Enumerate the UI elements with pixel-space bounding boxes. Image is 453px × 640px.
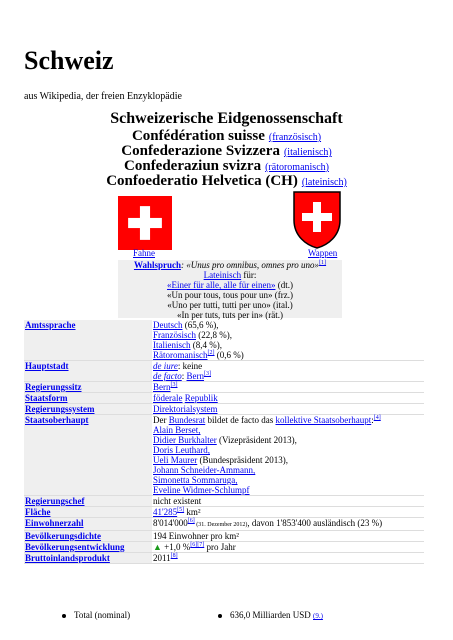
- motto-latin: : «Unus pro omnibus, omnes pro uno»: [180, 260, 320, 270]
- val-staatsform: [152, 393, 424, 404]
- val-text: (Bundespräsident 2013),: [197, 455, 288, 465]
- motto-line-fr: «Un pour tous, tous pour un» (frz.): [167, 290, 293, 300]
- motto-de-suffix: (dt.): [275, 280, 293, 290]
- bundesrat-link[interactable]: Bundesrat: [168, 415, 206, 425]
- kollektives-staatsoberhaupt-link[interactable]: kollektive Staatsoberhaupt: [275, 415, 372, 425]
- val-text: 2011: [153, 553, 171, 563]
- flag-caption[interactable]: Fahne: [133, 248, 155, 258]
- ref-link[interactable]: [3]: [204, 371, 212, 377]
- member-link[interactable]: Alain Berset,: [153, 425, 201, 435]
- bullet-gdp-value: [218, 610, 323, 620]
- key-hauptstadt[interactable]: Hauptstadt: [24, 361, 152, 382]
- name-it: Confederazione Svizzera: [121, 143, 280, 159]
- bullet-label: Total (nominal): [74, 610, 131, 620]
- member-link[interactable]: Ueli Maurer: [153, 455, 198, 465]
- republik-link[interactable]: Republik: [184, 393, 218, 403]
- key-regierungssystem[interactable]: Regierungssystem: [24, 404, 152, 415]
- row-staatsform: [24, 393, 424, 404]
- member-link[interactable]: Johann Schneider-Ammann,: [153, 465, 256, 475]
- val-regierungssystem: [152, 404, 424, 415]
- bern-link[interactable]: Bern: [153, 382, 171, 392]
- val-text: : keine: [177, 361, 203, 371]
- name-fr: Confédération suisse: [131, 128, 265, 144]
- row-regierungssystem: [24, 404, 424, 415]
- val-text: +1,0 %: [161, 542, 191, 552]
- val-text: 8'014'000: [153, 518, 188, 528]
- date-text: (31. Dezember 2012): [194, 522, 248, 528]
- row-hauptstadt: [24, 361, 424, 382]
- val-amtssprache: [152, 320, 424, 361]
- bullet-value: 636,0 Milliarden USD: [230, 610, 311, 620]
- member-link[interactable]: Doris Leuthard,: [153, 445, 210, 455]
- bullet-icon: [62, 614, 66, 618]
- val-regierungssitz: [152, 382, 424, 393]
- val-text: (Vizepräsident 2013),: [216, 435, 297, 445]
- val-einwohnerzahl: [152, 518, 424, 531]
- official-name-de: Schweizerische Eidgenossenschaft: [110, 110, 343, 127]
- row-amtssprache: [24, 320, 424, 361]
- val-text: (22,8 %),: [196, 330, 232, 340]
- member-link[interactable]: Eveline Widmer-Schlumpf: [153, 485, 250, 495]
- lang-link-la[interactable]: (lateinisch): [301, 177, 347, 188]
- motto-line-de: [118, 280, 342, 290]
- val-text: :: [181, 371, 187, 381]
- val-text: km²: [184, 507, 201, 517]
- member-link[interactable]: Simonetta Sommaruga,: [153, 475, 238, 485]
- motto-line-latin: [118, 260, 342, 270]
- key-regierungschef[interactable]: Regierungschef: [24, 496, 152, 507]
- motto-label-link[interactable]: Wahlspruch: [133, 260, 181, 270]
- motto-fuer: für:: [241, 270, 257, 280]
- val-regierungschef: nicht existent: [152, 496, 424, 507]
- bern-link[interactable]: Bern: [186, 371, 205, 381]
- val-hauptstadt: [152, 361, 424, 382]
- motto-de-link[interactable]: «Einer für alle, alle für einen»: [167, 280, 276, 290]
- val-bip: [152, 553, 424, 564]
- name-rm: Confederaziun svizra: [124, 158, 262, 174]
- ref-link[interactable]: (9.): [313, 612, 323, 620]
- val-bevoelkerungsentwicklung: [152, 542, 424, 553]
- direktorialsystem-link[interactable]: Direktorialsystem: [153, 404, 218, 414]
- val-text: (8,4 %),: [190, 340, 222, 350]
- lang-franzoesisch-link[interactable]: Französisch: [153, 330, 196, 340]
- ref-link[interactable]: [4]: [373, 415, 381, 421]
- row-bevoelkerungsentwicklung: [24, 542, 424, 553]
- key-bevoelkerungsentwicklung[interactable]: Bevölkerungsentwicklung: [24, 542, 152, 553]
- row-bip: [24, 553, 424, 564]
- val-text: , davon 1'853'400 ausländisch (23 %): [247, 518, 383, 528]
- key-staatsoberhaupt[interactable]: Staatsoberhaupt: [24, 415, 152, 496]
- row-staatsoberhaupt: [24, 415, 424, 496]
- lang-link-it[interactable]: (italienisch): [283, 147, 332, 158]
- motto-ref[interactable]: [1]: [319, 260, 327, 266]
- de-iure-link[interactable]: de iure: [153, 361, 178, 371]
- member-link[interactable]: Didier Burkhalter: [153, 435, 217, 445]
- val-staatsoberhaupt: [152, 415, 424, 496]
- val-flaeche: [152, 507, 424, 518]
- lang-link-fr[interactable]: (französisch): [268, 132, 322, 143]
- foederale-link[interactable]: föderale: [153, 393, 183, 403]
- lang-link-rm[interactable]: (rätoromanisch): [265, 162, 329, 173]
- val-text: bildet de facto das: [205, 415, 276, 425]
- row-flaeche: [24, 507, 424, 518]
- ref-link[interactable]: [8]: [170, 553, 178, 559]
- val-bevoelkerungsdichte: 194 Einwohner pro km²: [152, 531, 424, 542]
- coa-caption[interactable]: Wappen: [308, 248, 338, 258]
- ref-link[interactable]: [3]: [170, 382, 178, 388]
- key-flaeche[interactable]: Fläche: [24, 507, 152, 518]
- key-staatsform[interactable]: Staatsform: [24, 393, 152, 404]
- latin-link[interactable]: Lateinisch: [203, 270, 242, 280]
- infobox-table: [24, 320, 424, 564]
- val-text: :: [371, 415, 374, 425]
- key-regierungssitz[interactable]: Regierungssitz: [24, 382, 152, 393]
- val-text: Der: [153, 415, 169, 425]
- motto-line-it: «Uno per tutti, tutti per uno» (ital.): [167, 300, 293, 310]
- motto-line-rm: «In per tuts, tuts per in» (rät.): [177, 310, 283, 320]
- row-einwohnerzahl: [24, 518, 424, 531]
- row-regierungssitz: [24, 382, 424, 393]
- row-regierungschef: [24, 496, 424, 507]
- lang-raetoromanisch-link[interactable]: Rätoromanisch: [153, 350, 208, 360]
- page-subtitle: aus Wikipedia, der freien Enzyklopädie: [24, 91, 182, 102]
- de-facto-link[interactable]: de facto: [153, 371, 182, 381]
- ref-link[interactable]: [2]: [207, 350, 215, 356]
- lang-italienisch-link[interactable]: Italienisch: [153, 340, 191, 350]
- key-amtssprache[interactable]: Amtssprache: [24, 320, 152, 361]
- key-bevoelkerungsdichte[interactable]: Bevölkerungsdichte: [24, 531, 152, 542]
- swiss-flag-image[interactable]: [118, 196, 172, 250]
- coat-of-arms-image[interactable]: [292, 190, 342, 250]
- val-text: (0,6 %): [214, 350, 244, 360]
- motto-line-lang: [118, 270, 342, 280]
- ref-link[interactable]: [5]: [177, 507, 185, 513]
- ref-link[interactable]: [6]: [187, 518, 195, 524]
- lang-deutsch-link[interactable]: Deutsch: [153, 320, 183, 330]
- motto-box: [118, 260, 342, 318]
- bullet-icon: [218, 614, 222, 618]
- bullet-total-nominal: [62, 610, 130, 620]
- key-einwohnerzahl[interactable]: Einwohnerzahl: [24, 518, 152, 531]
- up-arrow-icon: ▲: [153, 542, 162, 552]
- name-la: Confoederatio Helvetica (CH): [106, 173, 298, 189]
- official-name-la: [0, 172, 453, 190]
- page-title: Schweiz: [24, 46, 114, 75]
- val-text: (65,6 %),: [182, 320, 219, 330]
- key-bip[interactable]: Bruttoinlandsprodukt: [24, 553, 152, 564]
- row-bevoelkerungsdichte: [24, 531, 424, 542]
- ref-link[interactable]: [6][7]: [190, 542, 205, 548]
- flaeche-link[interactable]: 41'285: [153, 507, 178, 517]
- val-text: pro Jahr: [204, 542, 236, 552]
